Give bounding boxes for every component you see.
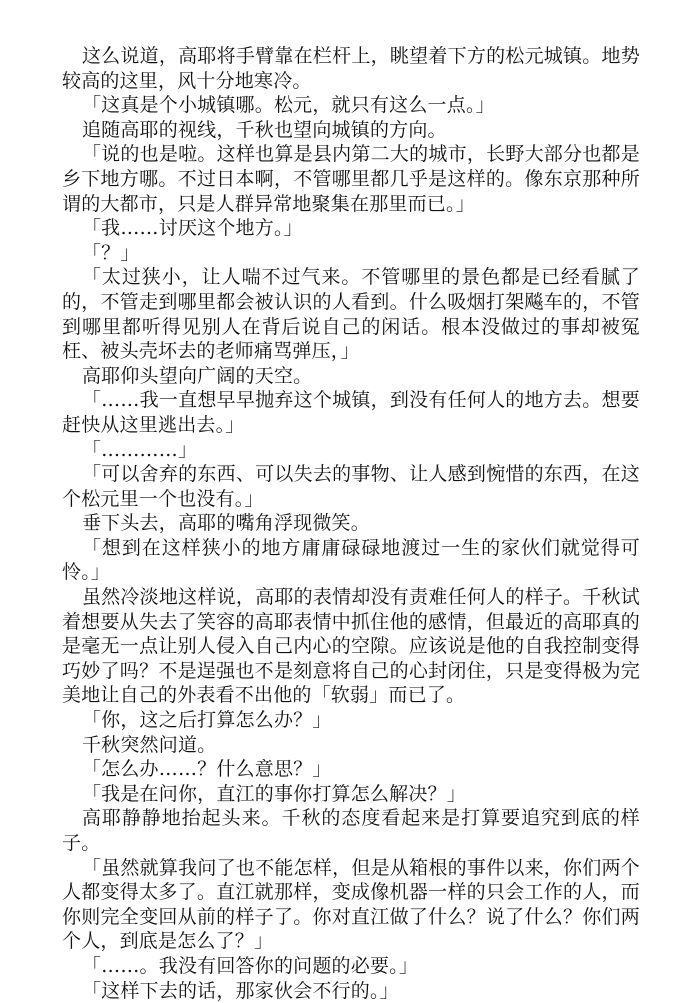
dialogue-line: 「太过狭小，让人喘不过气来。不管哪里的景色都是已经看腻了的，不管走到哪里都会被认识的人看到。什么吸烟打架飚车的，不管到哪里都听得见别人在背后说自己的闲话。根本没做过的事却被冤枉、被头壳坏去的老师痛骂弹压，」 <box>62 266 640 363</box>
dialogue-line: 「这样下去的话，那家伙会不行的。」 <box>81 979 399 1002</box>
paragraph: 垂下头去，高耶的嘴角浮现微笑。 <box>81 512 370 535</box>
dialogue-line: 「虽然就算我问了也不能怎样，但是从箱根的事件以来，你们两个人都变得太多了。直江就那样，变成像机器一样的只会工作的人，而你则完全变回从前的样子了。你对直江做了什么？说了什么？你们两个人，到底是怎么了？」 <box>62 856 640 953</box>
dialogue-line: 「你，这之后打算怎么办？」 <box>81 709 332 732</box>
dialogue-line: 「说的也是啦。这样也算是县内第二大的城市，长野大部分也都是乡下地方哪。不过日本啊，不管哪里都几乎是这样的。像东京那种所谓的大都市，只是人群异常地聚集在那里而已。」 <box>62 143 640 215</box>
dialogue-line: 「想到在这样狭小的地方庸庸碌碌地渡过一生的家伙们就觉得可怜。」 <box>62 536 640 584</box>
dialogue-line: 「怎么办……？什么意思？」 <box>81 758 332 781</box>
dialogue-line: 「可以舍弃的东西、可以失去的事物、让人感到惋惜的东西，在这个松元里一个也没有。」 <box>62 463 640 510</box>
dialogue-line: 「这真是个小城镇哪。松元，就只有这么一点。」 <box>81 94 495 117</box>
paragraph: 追随高耶的视线，千秋也望向城镇的方向。 <box>81 118 447 141</box>
paragraph: 高耶仰头望向广阔的天空。 <box>81 364 313 387</box>
paragraph: 千秋突然问道。 <box>81 733 217 756</box>
dialogue-line: 「我……讨厌这个地方。」 <box>81 217 303 240</box>
dialogue-line: 「？」 <box>81 241 140 264</box>
dialogue-line: 「……。我没有回答你的问题的必要。」 <box>81 954 419 977</box>
dialogue-line: 「…………」 <box>81 438 198 461</box>
dialogue-line: 「……我一直想早早抛弃这个城镇，到没有任何人的地方去。想要赶快从这里逃出去。」 <box>62 389 640 436</box>
paragraph: 高耶静静地抬起头来。千秋的态度看起来是打算要追究到底的样子。 <box>62 807 640 854</box>
dialogue-line: 「我是在问你，直江的事你打算怎么解决？」 <box>81 782 466 805</box>
paragraph: 这么说道，高耶将手臂靠在栏杆上，眺望着下方的松元城镇。地势较高的这里，风十分地寒冷。 <box>62 45 640 92</box>
paragraph: 虽然冷淡地这样说，高耶的表情却没有责难任何人的样子。千秋试着想要从失去了笑容的高耶表情中抓住他的感情，但最近的高耶真的是毫无一点让别人侵入自己内心的空隙。应该说是他的自我控制变得巧妙了吗？不是逞强也不是刻意将自己的心封闭住，只是变得极为完美地让自己的外表看不出他的「软弱」而已了。 <box>62 586 640 707</box>
